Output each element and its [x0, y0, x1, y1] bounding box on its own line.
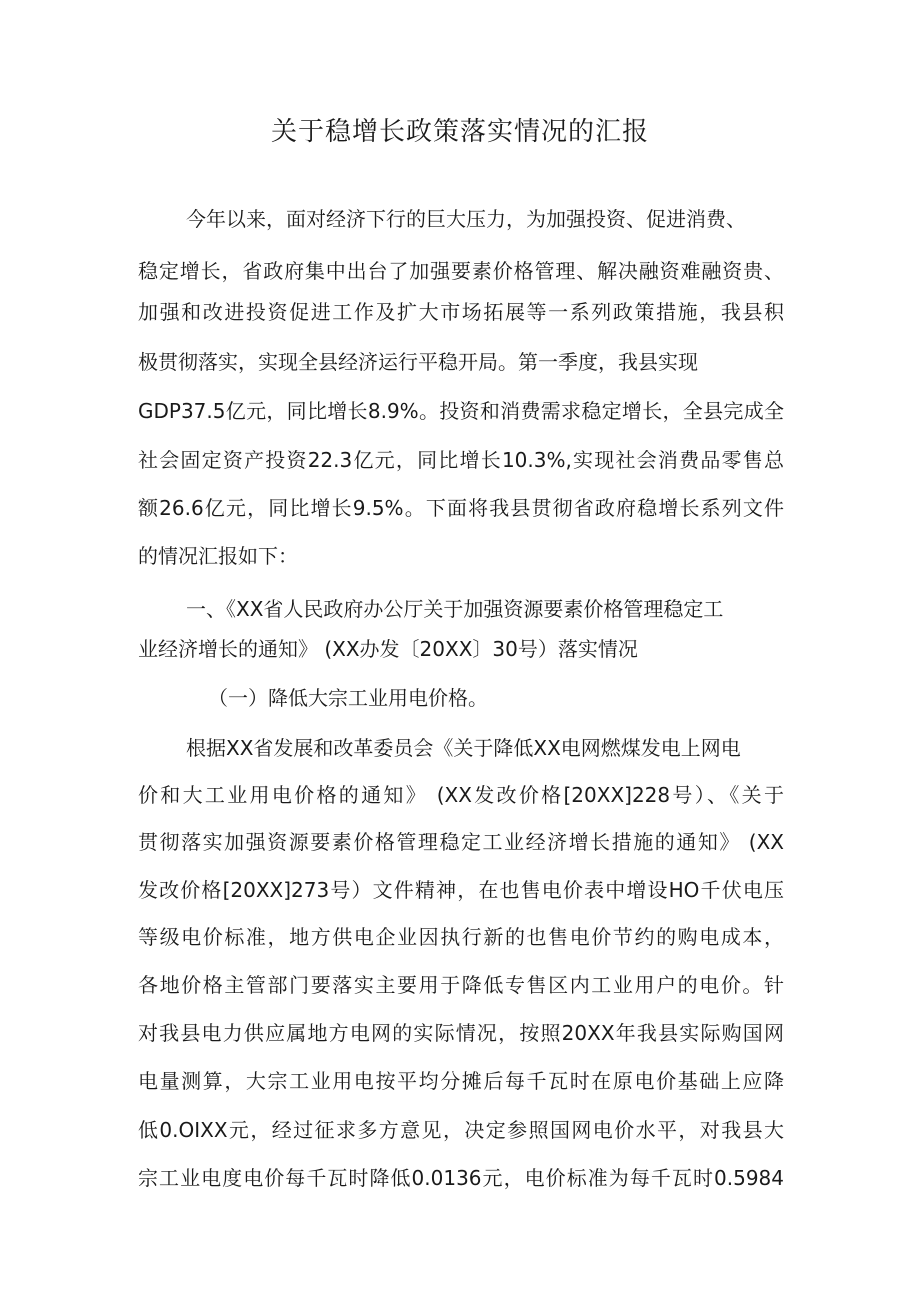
paragraph-line: 的情况汇报如下：: [138, 544, 298, 568]
paragraph-line: 电量测算，大宗工业用电按平均分摊后每千瓦时在原电价基础上应降: [138, 1069, 784, 1093]
paragraph-line: 今年以来，面对经济下行的巨大压力，为加强投资、促进消费、: [186, 207, 746, 231]
paragraph-line: 各地价格主管部门要落实主要用于降低专售区内工业用户的电价。针: [138, 973, 784, 997]
paragraph-line: GDP37.5亿元，同比增长8.9%。投资和消费需求稳定增长，全县完成全: [138, 399, 784, 423]
paragraph-line: 发改价格[20XX]273号）文件精神，在也售电价表中增设HO千伏电压: [138, 878, 784, 902]
paragraph-line: 社会固定资产投资22.3亿元，同比增长10.3%,实现社会消费品零售总: [138, 448, 784, 472]
paragraph-line: 宗工业电度电价每千瓦时降低0.0136元，电价标准为每千瓦时0.5984: [138, 1166, 784, 1190]
subsection-heading: （一）降低大宗工业用电价格。: [208, 686, 488, 710]
paragraph-line: 贯彻落实加强资源要素价格管理稳定工业经济增长措施的通知》 (XX: [138, 830, 784, 854]
paragraph-line: 价和大工业用电价格的通知》 (XX发改价格[20XX]228号）、《关于: [138, 783, 784, 807]
paragraph-line: 极贯彻落实，实现全县经济运行平稳开局。第一季度，我县实现: [138, 350, 698, 374]
paragraph-line: 稳定增长，省政府集中出台了加强要素价格管理、解决融资难融资贵、: [138, 259, 784, 283]
section-heading-line: 一、《XX省人民政府办公厅关于加强资源要素价格管理稳定工: [186, 597, 724, 621]
document-title: 关于稳增长政策落实情况的汇报: [270, 117, 649, 147]
paragraph-line: 加强和改进投资促进工作及扩大市场拓展等一系列政策措施，我县积: [138, 300, 784, 324]
paragraph-line: 对我县电力供应属地方电网的实际情况，按照20XX年我县实际购国网: [138, 1021, 784, 1045]
paragraph-line: 额26.6亿元，同比增长9.5%。下面将我县贯彻省政府稳增长系列文件: [138, 496, 784, 520]
paragraph-line: 根据XX省发展和改革委员会《关于降低XX电网燃煤发电上网电: [186, 736, 741, 760]
section-heading-line: 业经济增长的通知》 (XX办发〔20XX〕30号）落实情况: [138, 637, 638, 661]
paragraph-line: 等级电价标准，地方供电企业因执行新的也售电价节约的购电成本，: [138, 925, 784, 949]
paragraph-line: 低0.OIXX元，经过征求多方意见，决定参照国网电价水平，对我县大: [138, 1118, 784, 1142]
